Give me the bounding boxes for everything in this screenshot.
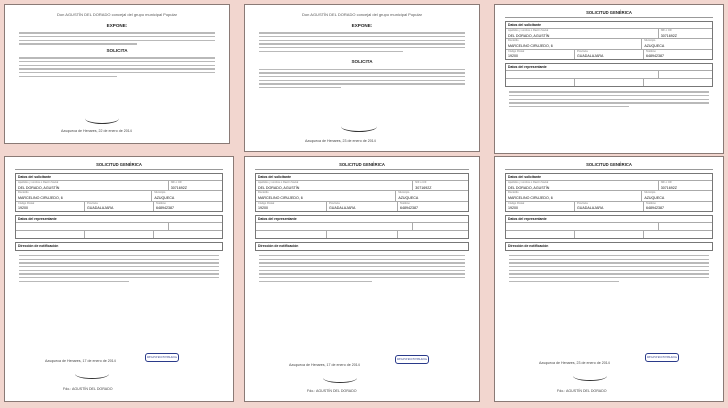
form-title: SOLICITUD GENÉRICA <box>505 163 713 170</box>
representative-box <box>255 215 469 240</box>
section-label: Datos del solicitante <box>18 174 51 179</box>
date-line: Azuqueca de Henares, 17 de enero de 2014 <box>45 359 116 363</box>
form-title: SOLICITUD GENÉRICA <box>15 163 223 170</box>
body-text <box>509 255 709 282</box>
solicita-heading: SOLICITA <box>106 47 128 53</box>
registry-stamp: REGISTRO ENTRADA <box>645 353 679 362</box>
representative-box <box>15 215 223 240</box>
body-text <box>19 255 219 282</box>
header-line: Don AGUSTÍN DEL DORADO concejal del grupo municipal Popular <box>57 12 177 17</box>
body-text <box>19 57 215 77</box>
signature-text: Fdo.: AGUSTÍN DEL DORADO <box>557 389 607 393</box>
date-line: Azuqueca de Henares, 22 de enero de 2014 <box>61 129 132 133</box>
applicant-box: Datos del solicitante Apellidos y nombre o Razón Social DEL DORADO, AGUSTÍN NIF o CIF 3071692Z Domicilio MARCELINO CIRUJEDO, 6 Municipio AZUQUECA Código Postal 19200 Provincia GUADALAJARA Teléfono 648942387 <box>255 173 469 212</box>
signature-mark <box>75 369 109 379</box>
solicita-heading: SOLICITA <box>351 59 373 65</box>
applicant-box: Datos del solicitante Apellidos y nombre o Razón Social DEL DORADO, AGUSTÍN NIF o CIF 3071692Z Domicilio MARCELINO CIRUJEDO, 6 Municipio AZUQUECA Código Postal 19200 Provincia GUADALAJARA Teléfono 648942387 <box>505 21 713 60</box>
section-label: Datos del solicitante <box>258 174 291 179</box>
registry-stamp: REGISTRO ENTRADA <box>395 355 429 364</box>
body-text <box>19 32 215 44</box>
form-title: SOLICITUD GENÉRICA <box>505 11 713 18</box>
date-line: Azuqueca de Henares, 23 de enero de 2014 <box>305 139 376 143</box>
signature-text: Fdo.: AGUSTÍN DEL DORADO <box>63 387 113 391</box>
body-text <box>259 255 465 282</box>
signature-mark <box>573 371 607 381</box>
date-line: Azuqueca de Henares, 17 de enero de 2014 <box>289 363 360 367</box>
applicant-box: Datos del solicitante Apellidos y nombre o Razón Social DEL DORADO, AGUSTÍN NIF o CIF 3071692Z Domicilio MARCELINO CIRUJEDO, 6 Municipio AZUQUECA Código Postal 19200 Provincia GUADALAJARA Teléfono 648942387 <box>505 173 713 212</box>
signature-mark <box>85 113 119 124</box>
form-title: SOLICITUD GENÉRICA <box>255 163 469 170</box>
form-page-4 <box>4 156 234 402</box>
notification-box: Dirección de notificación <box>15 242 223 251</box>
signature-mark <box>341 121 377 132</box>
form-page-6 <box>494 156 724 402</box>
registry-stamp: REGISTRO ENTRADA <box>145 353 179 362</box>
signature-text: Fdo.: AGUSTÍN DEL DORADO <box>307 389 357 393</box>
document-page-2 <box>244 4 480 152</box>
section-label: Datos del solicitante <box>508 22 541 27</box>
form-page-5 <box>244 156 480 402</box>
signature-mark <box>323 373 357 383</box>
section-label: Datos del representante <box>508 216 547 221</box>
section-label: Datos del solicitante <box>508 174 541 179</box>
date-line: Azuqueca de Henares, 23 de enero de 2014 <box>539 361 610 365</box>
applicant-box: Datos del solicitante Apellidos y nombre o Razón Social DEL DORADO, AGUSTÍN NIF o CIF 3071692Z Domicilio MARCELINO CIRUJEDO, 6 Municipio AZUQUECA Código Postal 19200 Provincia GUADALAJARA Teléfono 648942387 <box>15 173 223 212</box>
body-text <box>259 32 465 52</box>
body-text <box>259 69 465 89</box>
representative-box <box>505 63 713 88</box>
section-label: Datos del representante <box>18 216 57 221</box>
expone-heading: EXPONE: <box>106 22 128 28</box>
document-page-1 <box>4 4 230 144</box>
header-line: Don AGUSTÍN DEL DORADO concejal del grupo municipal Popular <box>302 12 422 17</box>
section-label: Datos del representante <box>258 216 297 221</box>
section-label: Datos del representante <box>508 64 547 69</box>
notification-box: Dirección de notificación <box>505 242 713 251</box>
expone-heading: EXPONE: <box>351 22 373 28</box>
body-text <box>509 91 709 107</box>
form-page-3 <box>494 4 724 154</box>
notification-box: Dirección de notificación <box>255 242 469 251</box>
representative-box <box>505 215 713 240</box>
